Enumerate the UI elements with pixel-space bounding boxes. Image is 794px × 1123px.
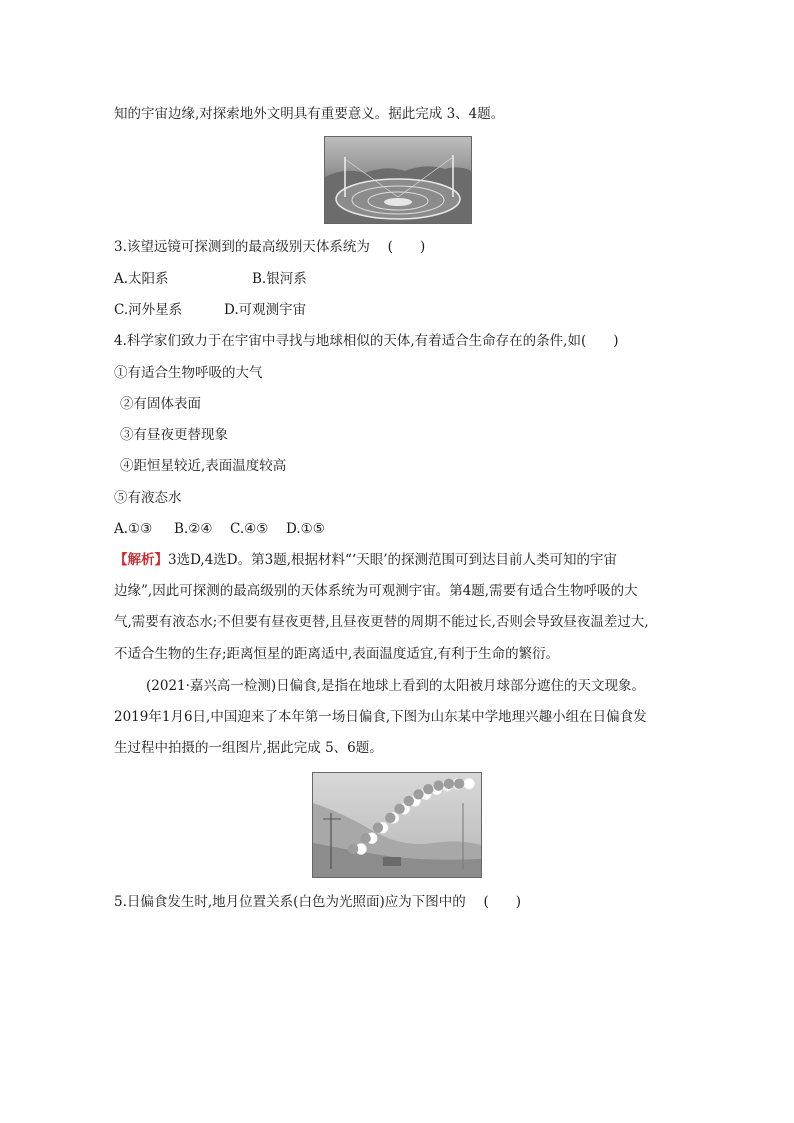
moon-disc: [404, 796, 414, 806]
moon-disc: [413, 789, 423, 799]
analysis-line-4: 不适合生物的生存;距离恒星的距离适中,表面温度适宜,有利于生命的繁衍。: [114, 646, 560, 662]
moon-disc: [360, 833, 370, 843]
q3-option-c[interactable]: C.河外星系: [114, 302, 183, 318]
analysis-line-1: [114, 550, 617, 570]
moon-disc: [423, 784, 433, 794]
q4-item-4: ④距恒星较近,表面温度较高: [120, 458, 287, 474]
moon-disc: [394, 804, 404, 814]
moon-disc: [444, 779, 454, 789]
q3-option-a[interactable]: A.太阳系: [114, 271, 169, 287]
passage2-line-2: 2019年1月6日,中国迎来了本年第一场日偏食,下图为山东某中学地理兴趣小组在日偏食发: [114, 709, 647, 725]
moon-disc: [385, 813, 395, 823]
q3-options-row1: [114, 269, 307, 289]
q3-option-b[interactable]: B.银河系: [252, 271, 307, 287]
q5-stem: 5.日偏食发生时,地月位置关系(白色为光照面)应为下图中的 ( ): [114, 894, 522, 910]
q4-option-a[interactable]: A.①③: [114, 521, 153, 537]
analysis-text-1: 3选D,4选D。第3题,根据材料“‘天眼’的探测范围可到达目前人类可知的宇宙: [168, 552, 617, 568]
moon-disc: [348, 844, 358, 854]
moon-disc: [454, 779, 464, 789]
q4-option-b[interactable]: B.②④: [174, 521, 213, 537]
q3-stem: 3.该望远镜可探测到的最高级别天体系统为 ( ): [114, 239, 426, 255]
q4-item-3: ③有昼夜更替现象: [120, 427, 228, 443]
moon-disc: [373, 823, 383, 833]
eclipse-illustration: [313, 773, 481, 877]
passage2-line-3: 生过程中拍摄的一组图片,据此完成 5、6题。: [114, 740, 383, 756]
q3-option-d[interactable]: D.可观测宇宙: [224, 302, 307, 318]
q3-options-row2: [114, 300, 306, 320]
analysis-line-3: 气,需要有液态水;不但要有昼夜更替,且昼夜更替的周期不能过长,否则会导致昼夜温差过大,: [114, 614, 649, 630]
q4-option-c[interactable]: C.④⑤: [230, 521, 269, 537]
q4-option-d[interactable]: D.①⑤: [286, 521, 325, 537]
eclipse-photo: [312, 772, 482, 878]
intro-tail: 知的宇宙边缘,对探索地外文明具有重要意义。据此完成 3、4题。: [114, 106, 505, 122]
analysis-line-2: 边缘”,因此可探测的最高级别的天体系统为可观测宇宙。第4题,需要有适合生物呼吸的大: [114, 583, 638, 599]
moon-disc: [433, 780, 443, 790]
q4-item-1: ①有适合生物呼吸的大气: [114, 365, 263, 381]
q4-options: [114, 519, 325, 539]
q4-item-5: ⑤有液态水: [114, 490, 182, 506]
telescope-illustration: [325, 137, 471, 223]
q4-item-2: ②有固体表面: [120, 396, 201, 412]
passage2-line-1: (2021·嘉兴高一检测)日偏食,是指在地球上看到的太阳被月球部分遮住的天文现象。: [146, 678, 645, 694]
q4-stem: 4.科学家们致力于在宇宙中寻找与地球相似的天体,有着适合生命存在的条件,如( ): [114, 333, 619, 349]
sun-disc: [464, 779, 474, 789]
analysis-tag: 【解析】: [114, 552, 168, 568]
telescope-photo: [324, 136, 472, 224]
